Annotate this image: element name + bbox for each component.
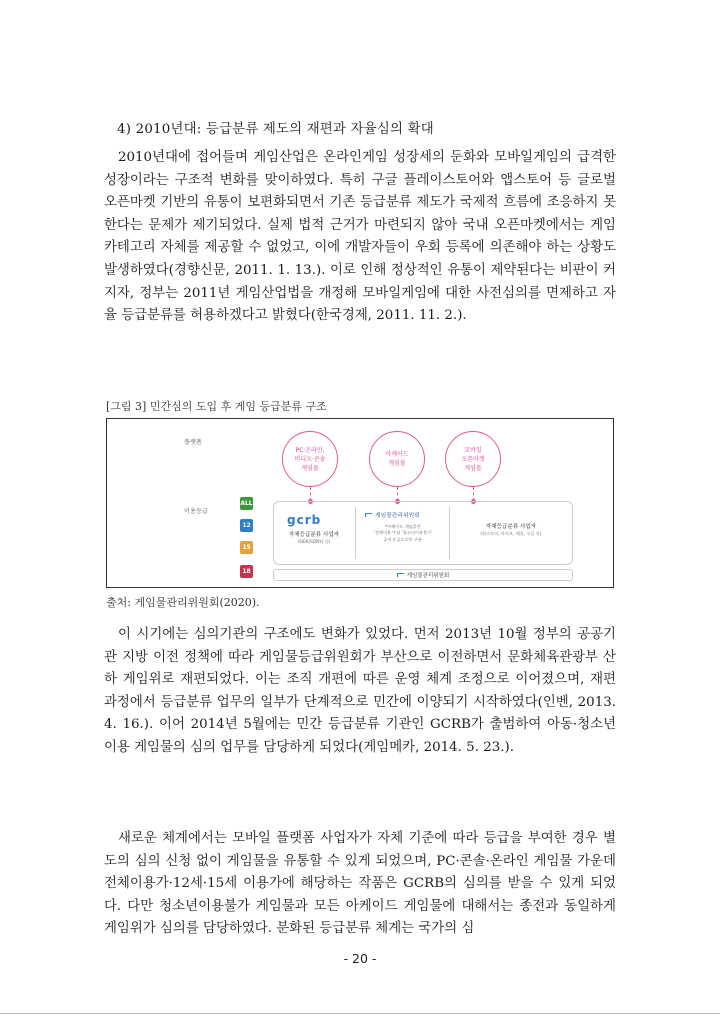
- gcrb-sub: (SIEK(SONY) 등): [297, 539, 331, 544]
- self-rating-title: 자체등급분류 사업자: [485, 524, 537, 530]
- gcrb-logo: gcrb: [287, 513, 322, 527]
- platform-mobile-bubble: 모바일 오픈마켓 게임물: [445, 431, 501, 487]
- rating-row-label: 이용등급: [184, 508, 208, 515]
- paragraph: 이 시기에는 심의기관의 구조에도 변화가 있었다. 먼저 2013년 10월 정부의 공공기관 지방 이전 정책에 따라 게임물등급위원회가 부산으로 이전하면서 문화체육관광부 산하 게임위로 재편되었다. 이는 조직 개편에 따른 운영 체계 조정으로 이어졌으며, 재편 과정에서 등급분류 업무의 일부가 단계적으로 민간에 이양되기 시작하였다(인벤, 2013. 4. 16.). 이어 2014년 5월에는 민간 등급분류 기관인 GCRB가 출범하여 아동·청소년 이용 게임물의 심의 업무를 담당하게 되었다(게임메카, 2014. 5. 23.).: [104, 627, 616, 755]
- grac-middle-title-text: 게임물관리위원회: [375, 513, 420, 519]
- grac-bottom-bar: [273, 569, 573, 581]
- bottom-rule: [0, 1013, 720, 1014]
- grac-middle-title: [365, 510, 420, 519]
- platform-arcade-bubble: 아케이드 게임물: [369, 431, 425, 487]
- rating-15-icon: 15: [240, 541, 253, 554]
- gcrb-title: 자체등급분류 사업자: [288, 532, 340, 538]
- platform-pc-console-bubble: PC·온라인, 비디오·콘솔 게임물: [282, 431, 338, 487]
- platform-row-label: 플랫폼: [184, 439, 202, 446]
- self-rating-sub: (원스토어, 카카오, 애플, 구글 등): [480, 531, 542, 536]
- page-number: - 20 -: [343, 951, 377, 966]
- grac-logo-icon: [365, 513, 372, 517]
- grac-arcade-note: *아케이드 게임물은 '전체이용가'와 '청소년이용불가' 2개 등급으로만 구분: [373, 524, 433, 542]
- rating-structure-figure: [106, 418, 614, 588]
- paragraph: 새로운 체계에서는 모바일 플랫폼 사업자가 자체 기준에 따라 등급을 부여한 경우 별도의 심의 신청 없이 게임물을 유통할 수 있게 되었으며, PC·콘솔·온라인 게임물 가운데 전체이용가·12세·15세 이용가에 해당하는 작품은 GCRB의 심의를 받을 수 있게 되었다. 다만 청소년이용불가 게임물과 모든 아케이드 게임물에 대해서는 종전과 동일하게 게임위가 심의를 담당하였다. 분화된 등급분류 체계는 국가의 심: [104, 831, 616, 937]
- section-heading: 4) 2010년대: 등급분류 제도의 재편과 자율심의 확대: [117, 122, 434, 137]
- rating-all-icon: ALL: [240, 497, 253, 510]
- figure-caption: [그림 3] 민간심의 도입 후 게임 등급분류 구조: [106, 400, 327, 413]
- column-divider: [449, 507, 450, 559]
- rating-18-icon: 18: [240, 565, 253, 578]
- figure-source: 출처: 게임물관리위원회(2020).: [106, 596, 260, 609]
- rating-12-icon: 12: [240, 519, 253, 532]
- grac-bottom-text: 게임물관리위원회: [406, 573, 450, 579]
- column-divider: [355, 507, 356, 559]
- grac-logo-icon: [397, 573, 404, 577]
- paragraph: 2010년대에 접어들며 게임산업은 온라인게임 성장세의 둔화와 모바일게임의 급격한 성장이라는 구조적 변화를 맞이하였다. 특히 구글 플레이스토어와 앱스토어 등 글로벌 오픈마켓 기반의 유통이 보편화되면서 기존 등급분류 제도가 국제적 흐름에 조응하지 못한다는 문제가 제기되었다. 실제 법적 근거가 마련되지 않아 국내 오픈마켓에서는 게임 카테고리 자체를 제공할 수 없었고, 이에 개발자들이 우회 등록에 의존해야 하는 상황도 발생하였다(경향신문, 2011. 1. 13.). 이로 인해 정상적인 유통이 제약된다는 비판이 커지자, 정부는 2011년 게임산업법을 개정해 모바일게임에 대한 사전심의를 면제하고 자율 등급분류를 허용하겠다고 밝혔다(한국경제, 2011. 11. 2.).: [104, 150, 616, 324]
